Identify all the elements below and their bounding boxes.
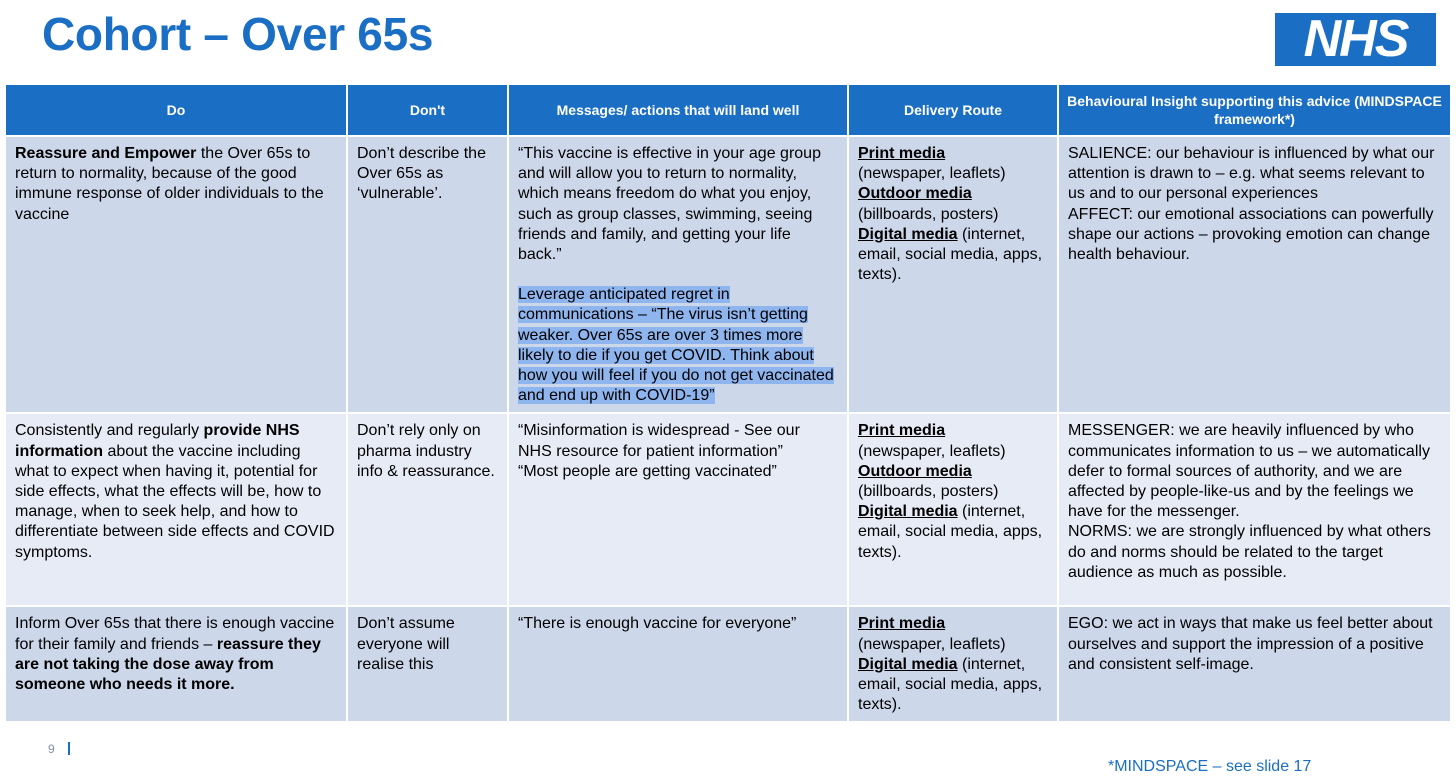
outdoor-media-detail: (billboards, posters) xyxy=(858,205,999,223)
table-row xyxy=(5,606,1451,722)
cell-delivery xyxy=(848,606,1058,722)
print-media-detail: (newspaper, leaflets) xyxy=(858,442,1006,460)
cell-do xyxy=(5,413,347,606)
do-emphasis: provide NHS information xyxy=(15,422,300,460)
print-media-detail: (newspaper, leaflets) xyxy=(858,635,1006,653)
header-do: Do xyxy=(5,84,347,136)
insight-salience: SALIENCE: our behaviour is influenced by what our attention is drawn to – e.g. what seems relevant to us and to our personal experiences xyxy=(1068,145,1435,203)
cell-dont: Don’t rely only on pharma industry info & reassurance. xyxy=(347,413,508,606)
print-media-label: Print media xyxy=(858,422,946,440)
do-text: the Over 65s to return to normality, because of the good immune response of older individuals to the vaccine xyxy=(15,145,324,223)
insight-affect: AFFECT: our emotional associations can powerfully shape our actions – provoking emotion can change health behaviour. xyxy=(1068,205,1434,264)
cell-messages xyxy=(508,136,848,413)
cell-dont: Don’t describe the Over 65s as ‘vulnerable’. xyxy=(347,136,508,413)
cell-delivery xyxy=(848,413,1058,606)
table-row xyxy=(5,136,1451,413)
nhs-logo: NHS xyxy=(1275,13,1436,66)
cell-insight xyxy=(1058,136,1451,413)
cell-do xyxy=(5,136,347,413)
do-emphasis: reassure they are not taking the dose away from someone who needs it more. xyxy=(15,635,321,694)
header-messages: Messages/ actions that will land well xyxy=(508,84,848,136)
do-text: about the vaccine including what to expect when having it, potential for side effects, what the effects will be, how to manage, when to seek help, and how to differentiate between side effects and COVID symptoms. xyxy=(15,442,335,561)
outdoor-media-label: Outdoor media xyxy=(858,185,972,203)
print-media-detail: (newspaper, leaflets) xyxy=(858,165,1006,183)
cell-delivery xyxy=(848,136,1058,413)
cell-do xyxy=(5,606,347,722)
digital-media-label: Digital media xyxy=(858,655,958,673)
footnote: *MINDSPACE – see slide 17 xyxy=(1108,758,1312,775)
table-row xyxy=(5,413,1451,606)
digital-media-label: Digital media xyxy=(858,503,958,521)
outdoor-media-label: Outdoor media xyxy=(858,462,972,480)
outdoor-media-detail: (billboards, posters) xyxy=(858,483,999,501)
insight-norms: NORMS: we are strongly influenced by what others do and norms should be related to the target audience as much as possible. xyxy=(1068,523,1431,581)
header-dont: Don't xyxy=(347,84,508,136)
cell-messages: “There is enough vaccine for everyone” xyxy=(508,606,848,722)
cell-insight xyxy=(1058,413,1451,606)
cell-messages xyxy=(508,413,848,606)
digital-media-detail: (internet, email, social media, apps, texts). xyxy=(858,225,1043,284)
digital-media-detail: (internet, email, social media, apps, texts). xyxy=(858,503,1043,561)
cell-dont: Don’t assume everyone will realise this xyxy=(347,606,508,722)
page-number-divider xyxy=(68,742,70,755)
message-quote: “Most people are getting vaccinated” xyxy=(518,462,777,480)
header-delivery-route: Delivery Route xyxy=(848,84,1058,136)
do-emphasis: Reassure and Empower xyxy=(15,145,197,162)
highlighted-message: Leverage anticipated regret in communications – “The virus isn’t getting weaker. Over 65s are over 3 times more likely to die if you get COVID. Think about how you will feel if you do not get vaccinated and end up with COVID-19” xyxy=(518,286,834,405)
do-text-pre: Consistently and regularly xyxy=(15,422,204,440)
digital-media-label: Digital media xyxy=(858,225,958,243)
do-text-pre: Inform Over 65s that there is enough vaccine for their family and friends – xyxy=(15,615,335,653)
message-quote: “Misinformation is widespread - See our NHS resource for patient information” xyxy=(518,422,800,460)
print-media-label: Print media xyxy=(858,615,946,633)
page-number: 9 xyxy=(48,742,55,756)
insight-messenger: MESSENGER: we are heavily influenced by who communicates information to us – we automatically defer to formal sources of authority, and we are affected by people-like-us and by the feelings we have for the messenger. xyxy=(1068,422,1430,521)
message-quote: “This vaccine is effective in your age group and will allow you to return to normality, which means freedom do what you enjoy, such as group classes, swimming, seeing friends and family, and getting your life back.” xyxy=(518,145,821,264)
table-header-row xyxy=(5,84,1451,136)
digital-media-detail: (internet, email, social media, apps, texts). xyxy=(858,655,1043,714)
print-media-label: Print media xyxy=(858,145,946,162)
cell-insight: EGO: we act in ways that make us feel better about ourselves and support the impression of a positive and consistent self-image. xyxy=(1058,606,1451,722)
guidance-table xyxy=(4,83,1452,723)
header-behavioural-insight: Behavioural Insight supporting this advice (MINDSPACE framework*) xyxy=(1058,84,1451,136)
slide-title: Cohort – Over 65s xyxy=(42,8,434,60)
